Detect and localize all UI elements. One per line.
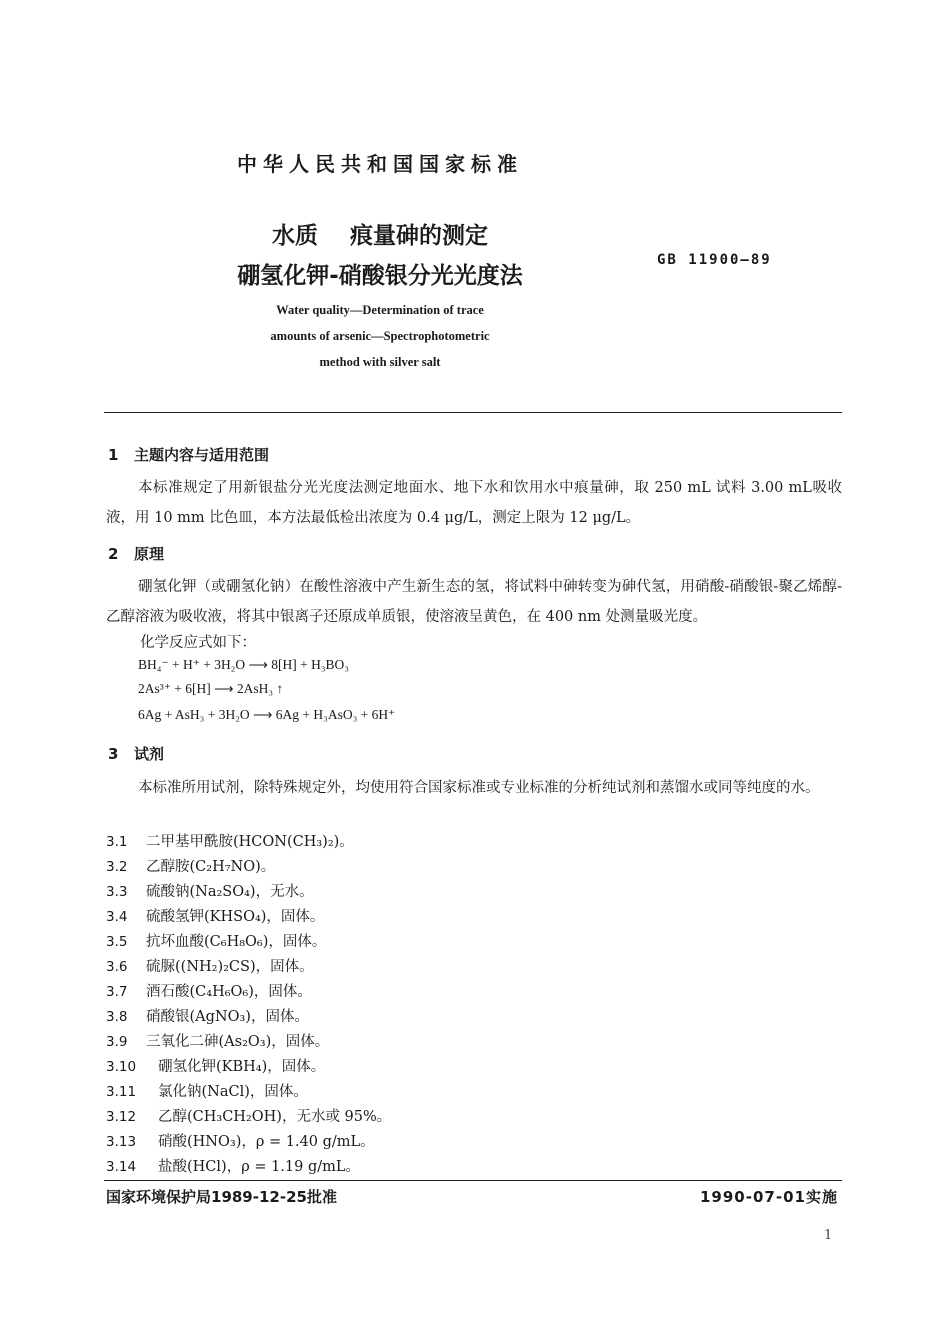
equation-2: 2As³⁺ + 6[H] ⟶ 2AsH₃ ↑ bbox=[138, 681, 284, 696]
english-title-line-1: Water quality—Determination of trace bbox=[276, 303, 484, 317]
reagent-item: 3.6 硫脲((NH₂)₂CS)，固体。 bbox=[106, 959, 314, 975]
equation-3: 6Ag + AsH₃ + 3H₂O ⟶ 6Ag + H₃AsO₃ + 6H⁺ bbox=[138, 707, 396, 722]
title-line-2: 硼氢化钾-硝酸银分光光度法 bbox=[237, 263, 523, 289]
english-title-line-2: amounts of arsenic—Spectrophotometric bbox=[270, 329, 490, 343]
equation-1: BH₄⁻ + H⁺ + 3H₂O ⟶ 8[H] + H₃BO₃ bbox=[138, 657, 350, 672]
page-number: 1 bbox=[824, 1228, 833, 1243]
section-1-paragraph bbox=[106, 473, 842, 533]
reagent-item: 3.2 乙醇胺(C₂H₇NO)。 bbox=[106, 859, 276, 875]
reagent-item: 3.1 二甲基甲酰胺(HCON(CH₃)₂)。 bbox=[106, 834, 354, 850]
section-2-paragraph bbox=[106, 572, 842, 632]
paragraph-text: 硼氢化钾（或硼氢化钠）在酸性溶液中产生新生态的氢，将试料中砷转变为砷代氢，用硝酸-硝酸银-聚乙烯醇-乙醇溶液为吸收液，将其中银离子还原成单质银，使溶液呈黄色，在 400 nm 处测量吸光度。 bbox=[106, 579, 842, 625]
reagent-item: 3.5 抗坏血酸(C₆H₈O₆)，固体。 bbox=[106, 934, 327, 950]
reaction-intro: 化学反应式如下： bbox=[140, 635, 256, 651]
section-number: 2 bbox=[108, 545, 119, 563]
header-rule bbox=[104, 412, 842, 413]
section-1-heading bbox=[108, 444, 269, 465]
reagent-item: 3.13 硝酸(HNO₃)，ρ = 1.40 g/mL。 bbox=[106, 1134, 375, 1150]
reagent-item: 3.9 三氧化二砷(As₂O₃)，固体。 bbox=[106, 1034, 330, 1050]
section-3-paragraph bbox=[106, 773, 842, 803]
reagent-item: 3.4 硫酸氢钾(KHSO₄)，固体。 bbox=[106, 909, 325, 925]
footer-rule bbox=[104, 1180, 842, 1181]
approval-date: 国家环境保护局1989-12-25批准 bbox=[106, 1188, 337, 1206]
title-line-1: 水质 痕量砷的测定 bbox=[271, 223, 489, 249]
section-title: 原理 bbox=[134, 545, 165, 563]
reagent-item: 3.10 硼氢化钾(KBH₄)，固体。 bbox=[106, 1059, 326, 1075]
section-2-heading bbox=[108, 543, 164, 564]
paragraph-text: 本标准所用试剂，除特殊规定外，均使用符合国家标准或专业标准的分析纯试剂和蒸馏水或同等纯度的水。 bbox=[138, 780, 820, 796]
english-title-line-3: method with silver salt bbox=[319, 355, 441, 369]
paragraph-text: 本标准规定了用新银盐分光光度法测定地面水、地下水和饮用水中痕量砷，取 250 mL 试料 3.00 mL吸收液，用 10 mm 比色皿，本方法最低检出浓度为 0.4 μg/L，测定上限为 12 μg/L。 bbox=[106, 480, 842, 526]
reagent-item: 3.11 氯化钠(NaCl)，固体。 bbox=[106, 1084, 308, 1100]
section-title: 试剂 bbox=[134, 745, 165, 763]
standard-code: GB 11900—89 bbox=[657, 252, 772, 268]
reagent-item: 3.7 酒石酸(C₄H₆O₆)，固体。 bbox=[106, 984, 312, 1000]
issuer-header: 中华人民共和国国家标准 bbox=[237, 152, 523, 176]
section-title: 主题内容与适用范围 bbox=[134, 446, 270, 464]
effective-date: 1990-07-01实施 bbox=[700, 1188, 838, 1206]
reagent-item: 3.3 硫酸钠(Na₂SO₄)，无水。 bbox=[106, 884, 314, 900]
reagent-item: 3.14 盐酸(HCl)，ρ = 1.19 g/mL。 bbox=[106, 1159, 361, 1175]
section-3-heading bbox=[108, 743, 164, 764]
reagent-item: 3.12 乙醇(CH₃CH₂OH)，无水或 95%。 bbox=[106, 1109, 392, 1125]
reagent-item: 3.8 硝酸银(AgNO₃)，固体。 bbox=[106, 1009, 309, 1025]
section-number: 1 bbox=[108, 446, 119, 464]
section-number: 3 bbox=[108, 745, 119, 763]
